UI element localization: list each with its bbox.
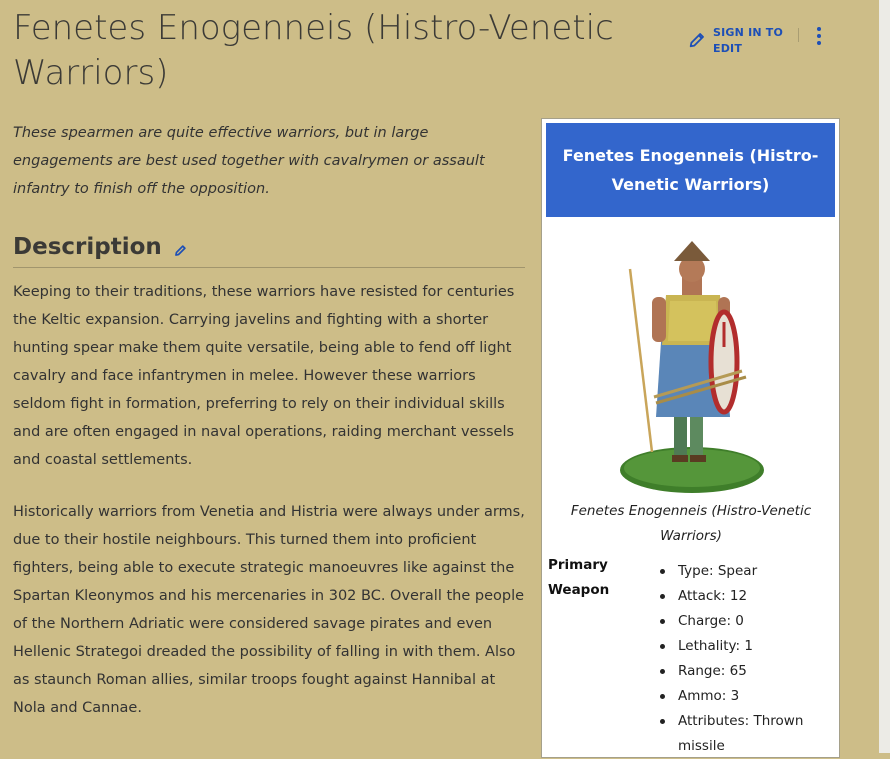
pencil-icon bbox=[688, 31, 706, 49]
description-paragraph: Keeping to their traditions, these warriors have resisted for centuries the Keltic expansion. Carrying javelins and fighting with a shorter hunting spear make them quite versatile, being able to fend off light cavalry and face infantrymen in melee. However these warriors seldom fight in formation, preferring to rely on their individual skills and are often engaged in naval operations, raiding merchant vessels and coastal settlements. bbox=[13, 284, 515, 468]
more-options-button[interactable] bbox=[812, 25, 826, 47]
edit-link-label: SIGN IN TO EDIT bbox=[713, 26, 784, 55]
portrait-caption: Fenetes Enogenneis (Histro-Venetic Warriors) bbox=[570, 503, 812, 544]
toolbar-divider bbox=[798, 28, 799, 42]
intro-text: These spearmen are quite effective warriors, but in large engagements are best used together with cavalrymen or assault infantry to finish off the opposition. bbox=[13, 125, 485, 197]
list-item: Attack: 12 bbox=[652, 584, 832, 609]
list-item: Ammo: 3 bbox=[652, 684, 832, 709]
list-item: Lethality: 1 bbox=[652, 634, 832, 659]
unit-infobox bbox=[541, 118, 840, 758]
sign-in-to-edit-link[interactable] bbox=[688, 25, 785, 57]
scrollbar[interactable] bbox=[879, 0, 890, 753]
unit-portrait-image[interactable] bbox=[612, 237, 772, 497]
description-heading: Description bbox=[13, 234, 162, 260]
list-item: Attributes: Thrown missile bbox=[652, 709, 832, 759]
description-paragraph: Historically warriors from Venetia and Histria were always under arms, due to their hostile neighbours. This turned them into proficient fighters, being able to execute strategic manoeuvres like against the Spartan Kleonymos and his mercenaries in 302 BC. Overall the people of the Northern Adriatic were considered savage pirates and even Hellenic Strategoi dreaded the possibility of falling in with them. Also as staunch Roman allies, similar troops fought against Hannibal at Nola and Cannae. bbox=[13, 504, 525, 716]
infobox-title: Fenetes Enogenneis (Histro-Venetic Warriors) bbox=[546, 123, 835, 217]
list-item: Type: Spear bbox=[652, 559, 832, 584]
more-vertical-icon bbox=[817, 27, 821, 31]
list-item: Charge: 0 bbox=[652, 609, 832, 634]
list-item: Range: 65 bbox=[652, 659, 832, 684]
weapon-stats-list bbox=[652, 559, 832, 759]
primary-weapon-label: Primary Weapon bbox=[548, 557, 610, 598]
section-edit-pencil-icon[interactable] bbox=[174, 244, 187, 257]
page-title: Fenetes Enogenneis (Histro-Venetic Warriors) bbox=[13, 8, 614, 93]
description-section-header bbox=[13, 231, 525, 268]
